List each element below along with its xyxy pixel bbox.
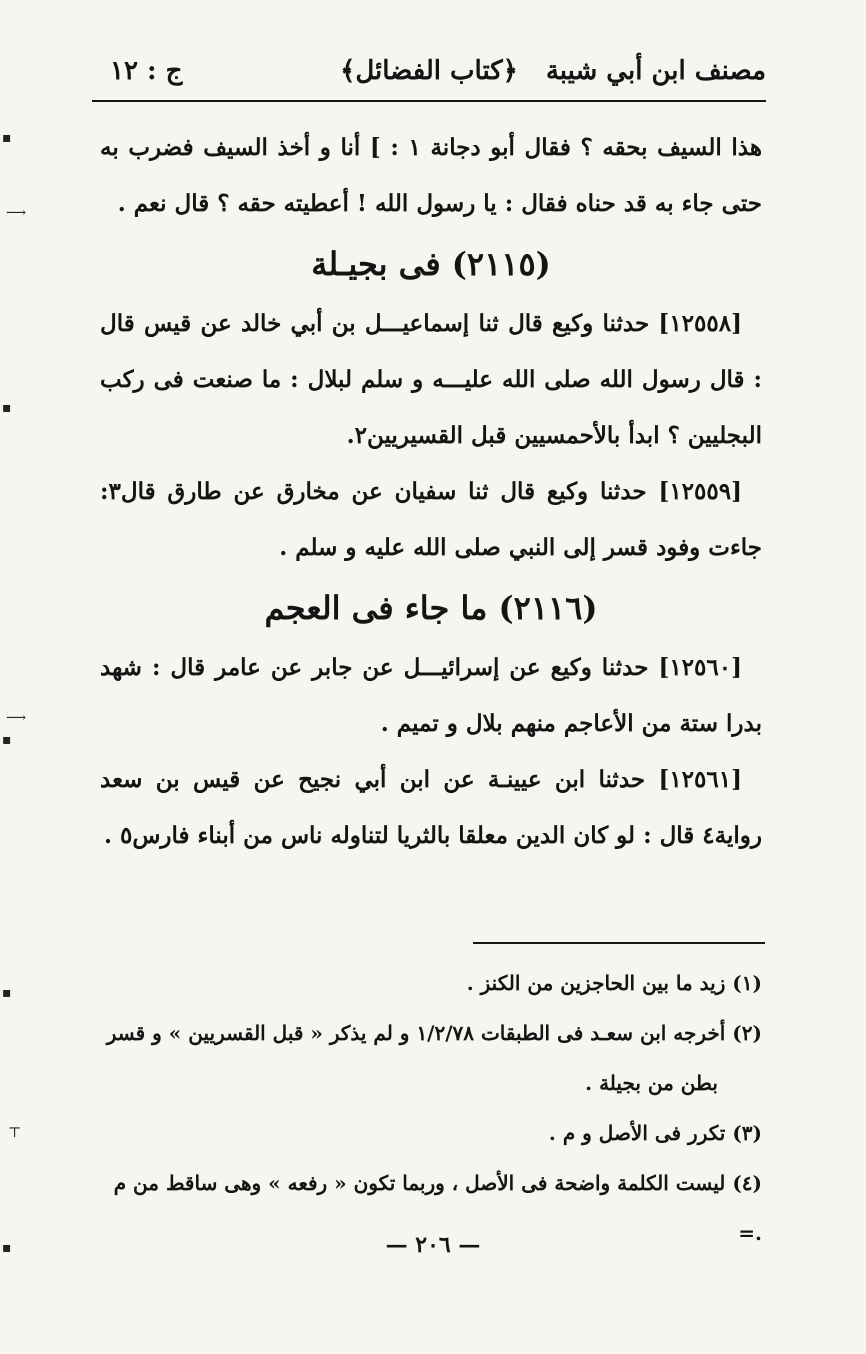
page-number: — ٢٠٦ — (385, 1232, 481, 1258)
book-title: مصنف ابن أبي شيبة (545, 56, 766, 86)
footnote-1: (١) زيد ما بين الحاجزين من الكنز . (466, 971, 762, 995)
hadith-12558: [١٢٥٥٨] حدثنا وكيع قال ثنا إسماعيـــل بن أبي خالد عن قيس قال : قال رسول الله صلى الله عليـــه و سلم لبلال : ما صنعت فى ركب البجليين ؟ ابدأ بالأحمسيين قبل القسيريين٢. (100, 310, 762, 449)
section-title: ﴿كتاب الفضائل﴾ (340, 56, 518, 86)
footnote-2: (٢) أخرجه ابن سعـد فى الطبقات ١/٢/٧٨ و لم يذكر « قبل القسريين » و قسر (106, 1021, 762, 1045)
main-text (100, 120, 762, 864)
header-divider (92, 100, 766, 102)
footnote-4: (٤) ليست الكلمة واضحة فى الأصل ، وربما تكون « رفعه » وهى ساقط من م .= (113, 1171, 762, 1245)
scan-mark: ⊤ (8, 1125, 22, 1141)
scan-mark: ▪ (2, 985, 12, 1001)
scan-mark: ▪ (2, 400, 12, 416)
scan-mark: ▪ (2, 1240, 12, 1256)
footnotes (100, 958, 762, 1258)
running-header (92, 50, 766, 98)
scan-mark: ▪ (2, 130, 12, 146)
scan-mark: ⟶ (6, 710, 27, 726)
hadith-12561: [١٢٥٦١] حدثنا ابن عيينـة عن ابن أبي نجيح عن قيس بن سعد رواية٤ قال : لو كان الدين معلقا بالثريا لتناوله ناس من أبناء فارس٥ . (100, 766, 762, 849)
footnote-2-continuation: بطن من بجيلة . (585, 1071, 718, 1095)
paragraph-continuation: هذا السيف بحقه ؟ فقال أبو دجانة ١ : ] أنا و أخذ السيف فضرب به حتى جاء به قد حناه فقال : يا رسول الله ! أعطيته حقه ؟ قال نعم . (100, 134, 763, 217)
hadith-12560: [١٢٥٦٠] حدثنا وكيع عن إسرائيـــل عن جابر عن عامر قال : شهد بدرا ستة من الأعاجم منهم بلال و تميم . (100, 654, 762, 737)
footnote-3: (٣) تكرر فى الأصل و م . (548, 1121, 762, 1145)
footnote-divider (473, 942, 765, 944)
scan-mark: ⟶ (6, 205, 27, 221)
scan-mark: ▪ (2, 732, 12, 748)
chapter-heading-2116: (٢١١٦) ما جاء فى العجم (264, 589, 598, 627)
chapter-heading-2115: (٢١١٥) فى بجيـلة (311, 245, 551, 283)
hadith-12559: [١٢٥٥٩] حدثنا وكيع قال ثنا سفيان عن مخارق عن طارق قال٣: جاءت وفود قسر إلى النبي صلى الله عليه و سلم . (100, 478, 762, 561)
volume-number: ج : ١٢ (110, 56, 183, 86)
